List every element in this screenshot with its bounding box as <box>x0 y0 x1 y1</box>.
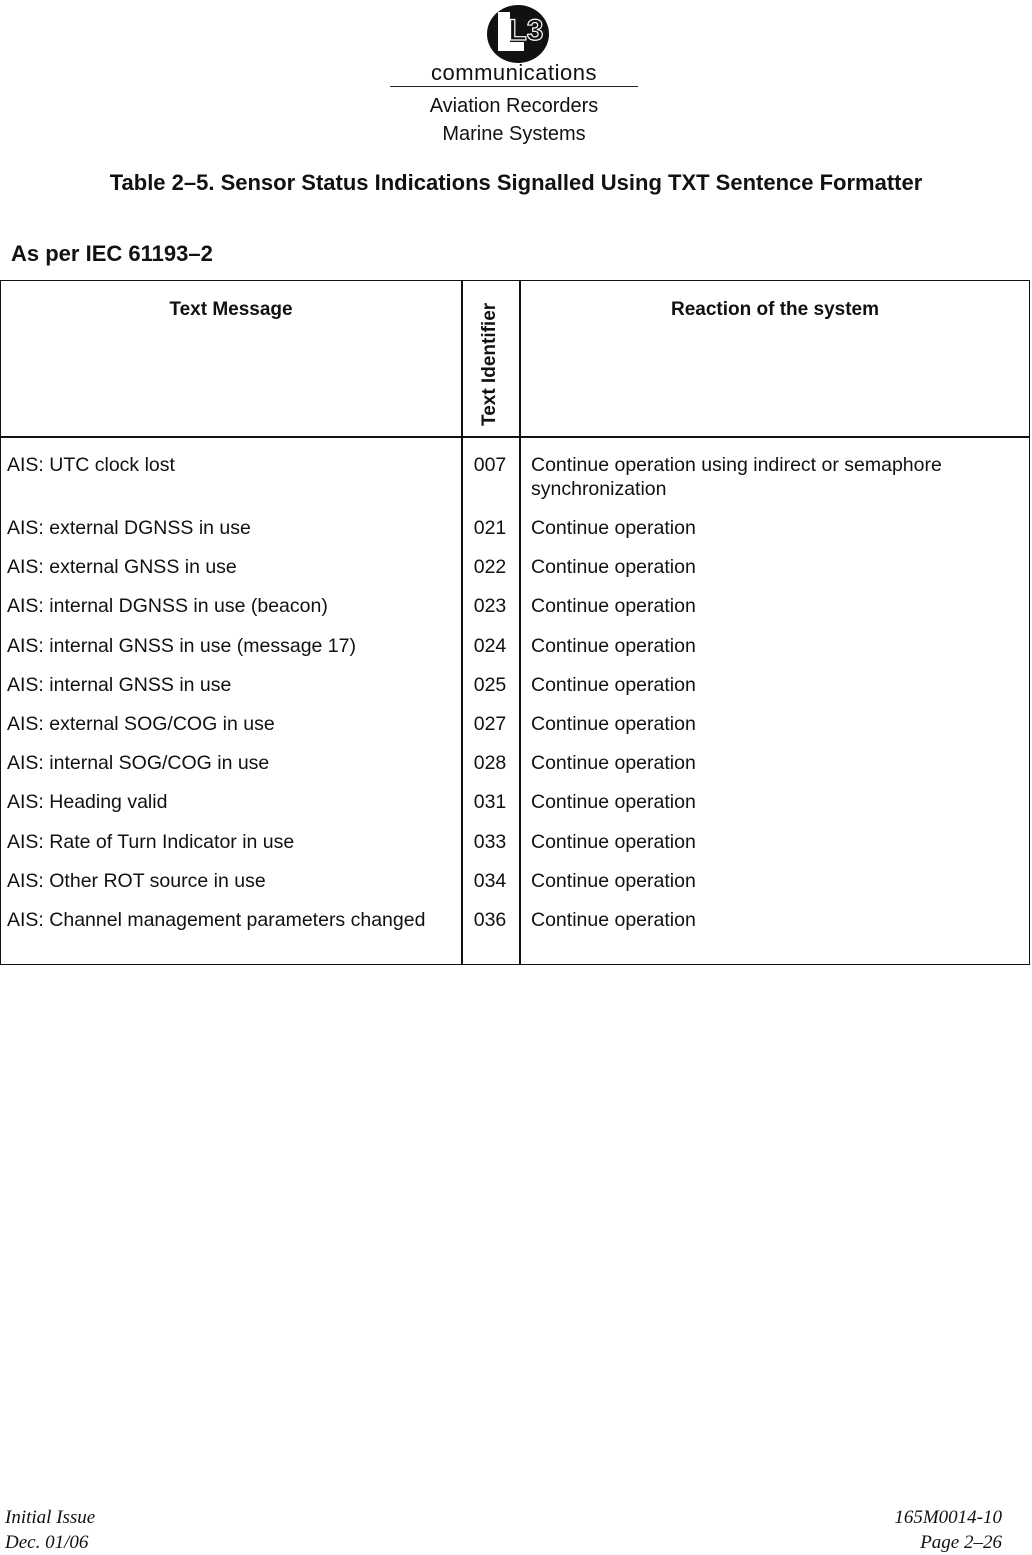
column-header-text-identifier: Text Identifier <box>479 302 500 426</box>
table-row <box>1 830 1031 869</box>
footer-issue: Initial Issue <box>5 1507 96 1528</box>
cell-message: AIS: internal GNSS in use (message 17) <box>7 634 356 657</box>
table-row <box>1 634 1031 673</box>
cell-identifier: 022 <box>473 556 507 579</box>
cell-reaction: Continue operation <box>531 517 696 539</box>
cell-identifier: 024 <box>473 634 507 657</box>
table-row <box>1 908 1031 947</box>
standard-note: As per IEC 61193–2 <box>11 241 213 266</box>
cell-identifier: 025 <box>473 673 507 696</box>
cell-message: AIS: internal GNSS in use <box>7 673 232 696</box>
table-row <box>1 869 1031 908</box>
cell-identifier: 021 <box>473 517 507 539</box>
footer-date: Dec. 01/06 <box>5 1532 89 1553</box>
cell-message: AIS: internal DGNSS in use (beacon) <box>7 595 328 618</box>
cell-message: AIS: Channel management parameters changed <box>7 908 426 931</box>
table-body <box>1 453 1031 947</box>
table-row <box>1 790 1031 829</box>
logo-mark: L3 <box>508 14 544 47</box>
cell-reaction: Continue operation <box>531 752 696 775</box>
cell-reaction: Continue operation <box>531 830 696 853</box>
cell-message: AIS: Other ROT source in use <box>7 869 266 892</box>
cell-reaction: Continue operation <box>531 595 696 618</box>
cell-reaction: Continue operation <box>531 908 696 931</box>
header-marine-systems: Marine Systems <box>442 123 586 145</box>
footer-page-number: Page 2–26 <box>920 1532 1002 1553</box>
cell-identifier: 028 <box>473 752 507 775</box>
cell-identifier: 036 <box>473 908 507 931</box>
page-header <box>0 0 1032 150</box>
table-row <box>1 453 1031 516</box>
header-divider <box>1 436 1029 438</box>
cell-reaction: Continue operation using indirect or semaphore synchronization <box>531 454 942 500</box>
table-title: Table 2–5. Sensor Status Indications Signalled Using TXT Sentence Formatter <box>109 170 923 195</box>
cell-reaction: Continue operation <box>531 712 696 735</box>
cell-identifier: 027 <box>473 712 507 735</box>
cell-reaction: Continue operation <box>531 673 696 696</box>
cell-identifier: 033 <box>473 830 507 853</box>
column-header-reaction: Reaction of the system <box>671 299 879 320</box>
cell-message: AIS: external DGNSS in use <box>7 517 251 539</box>
l3-logo-icon <box>486 4 550 64</box>
sensor-status-table <box>0 280 1030 965</box>
cell-identifier: 007 <box>473 454 507 476</box>
table-row <box>1 673 1031 712</box>
logo-wordmark: communications <box>431 60 597 85</box>
cell-identifier: 031 <box>473 791 507 814</box>
cell-message: AIS: external GNSS in use <box>7 556 237 579</box>
table-row <box>1 516 1031 555</box>
cell-identifier: 034 <box>473 869 507 892</box>
logo-rule <box>390 86 638 87</box>
cell-message: AIS: external SOG/COG in use <box>7 712 275 735</box>
footer-right <box>894 1505 1002 1555</box>
table-row <box>1 751 1031 790</box>
header-aviation-recorders: Aviation Recorders <box>429 95 599 117</box>
table-row <box>1 594 1031 633</box>
cell-reaction: Continue operation <box>531 556 696 579</box>
cell-message: AIS: UTC clock lost <box>7 454 175 476</box>
column-header-text-message: Text Message <box>169 299 293 320</box>
footer-doc-number: 165M0014-10 <box>894 1507 1002 1528</box>
table-row <box>1 555 1031 594</box>
cell-message: AIS: Rate of Turn Indicator in use <box>7 830 295 853</box>
cell-message: AIS: Heading valid <box>7 791 168 814</box>
cell-reaction: Continue operation <box>531 634 696 657</box>
cell-identifier: 023 <box>473 595 507 618</box>
cell-message: AIS: internal SOG/COG in use <box>7 752 270 775</box>
cell-reaction: Continue operation <box>531 869 696 892</box>
footer-left <box>5 1505 95 1555</box>
table-row <box>1 712 1031 751</box>
cell-reaction: Continue operation <box>531 791 696 814</box>
